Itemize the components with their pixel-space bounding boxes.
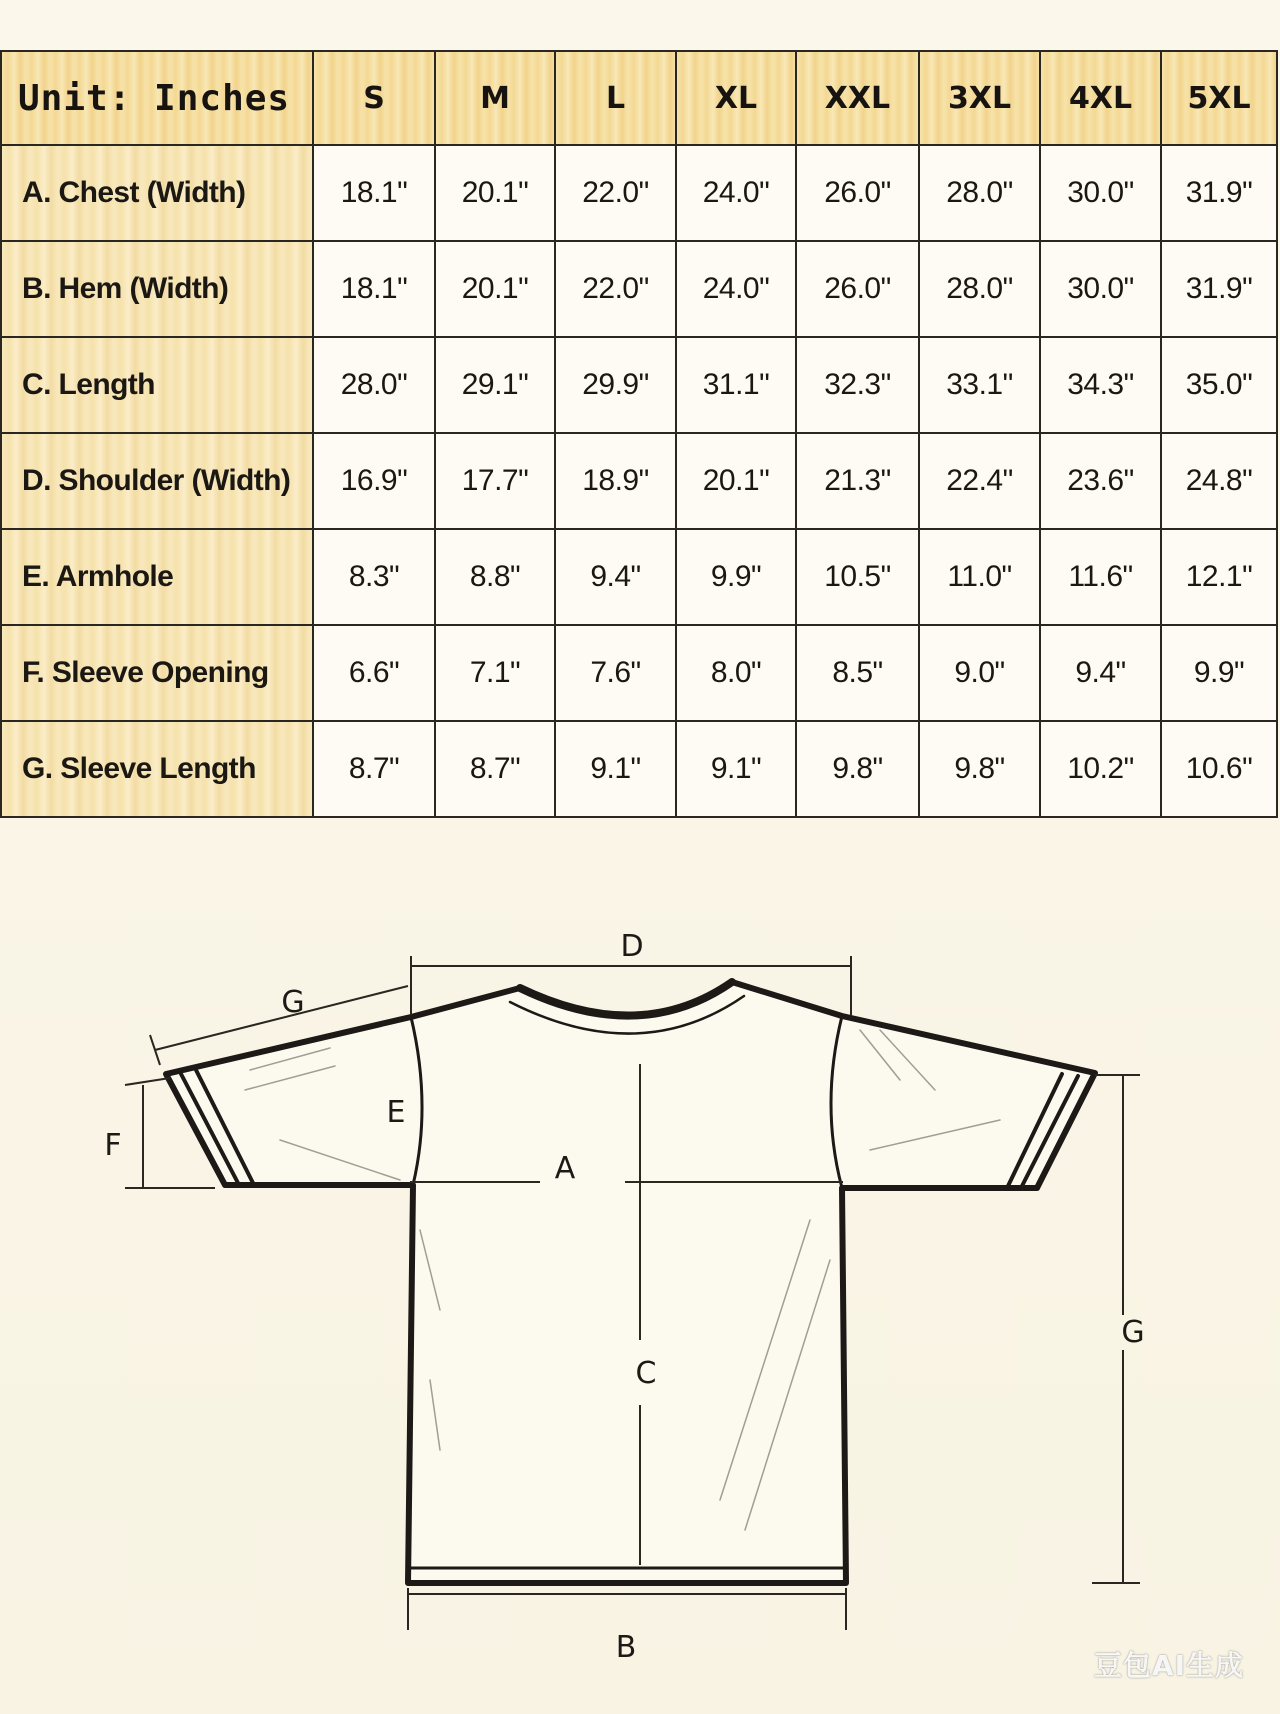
table-cell: 9.1" xyxy=(555,721,676,817)
table-row xyxy=(1,433,1277,529)
table-cell: 22.4" xyxy=(919,433,1040,529)
table-cell: 8.0" xyxy=(676,625,796,721)
table-cell: 28.0" xyxy=(313,337,435,433)
size-header: XL xyxy=(676,51,796,145)
table-cell: 24.0" xyxy=(676,145,796,241)
size-header: L xyxy=(555,51,676,145)
table-cell: 9.4" xyxy=(1040,625,1161,721)
table-cell: 22.0" xyxy=(555,241,676,337)
table-cell: 23.6" xyxy=(1040,433,1161,529)
table-cell: 6.6" xyxy=(313,625,435,721)
table-cell: 18.1" xyxy=(313,241,435,337)
table-cell: 9.8" xyxy=(919,721,1040,817)
table-cell: 20.1" xyxy=(435,241,555,337)
unit-label: Unit: Inches xyxy=(1,51,313,145)
table-cell: 8.5" xyxy=(796,625,919,721)
table-cell: 8.8" xyxy=(435,529,555,625)
tshirt-outline xyxy=(166,982,1095,1583)
row-label: D. Shoulder (Width) xyxy=(1,433,313,529)
table-row xyxy=(1,241,1277,337)
table-cell: 24.0" xyxy=(676,241,796,337)
row-label: E. Armhole xyxy=(1,529,313,625)
table-cell: 18.1" xyxy=(313,145,435,241)
table-cell: 28.0" xyxy=(919,145,1040,241)
table-cell: 16.9" xyxy=(313,433,435,529)
table-cell: 9.0" xyxy=(919,625,1040,721)
table-cell: 7.1" xyxy=(435,625,555,721)
table-cell: 22.0" xyxy=(555,145,676,241)
table-cell: 32.3" xyxy=(796,337,919,433)
row-label: G. Sleeve Length xyxy=(1,721,313,817)
diagram-label-d: D xyxy=(620,929,644,964)
table-cell: 17.7" xyxy=(435,433,555,529)
table-cell: 18.9" xyxy=(555,433,676,529)
diagram-label-e: E xyxy=(386,1095,406,1130)
size-header: XXL xyxy=(796,51,919,145)
watermark: 豆包AI生成 xyxy=(1093,1649,1244,1682)
table-cell: 10.2" xyxy=(1040,721,1161,817)
size-header: 4XL xyxy=(1040,51,1161,145)
header-row xyxy=(1,51,1277,145)
table-cell: 12.1" xyxy=(1161,529,1277,625)
table-cell: 31.1" xyxy=(676,337,796,433)
size-table xyxy=(0,50,1278,818)
table-cell: 9.8" xyxy=(796,721,919,817)
table-row xyxy=(1,529,1277,625)
table-cell: 20.1" xyxy=(676,433,796,529)
diagram-label-g-sleeve: G xyxy=(281,985,305,1020)
row-label: B. Hem (Width) xyxy=(1,241,313,337)
tshirt-measurement-diagram xyxy=(0,860,1280,1714)
table-row xyxy=(1,721,1277,817)
table-row xyxy=(1,337,1277,433)
table-row xyxy=(1,145,1277,241)
table-cell: 35.0" xyxy=(1161,337,1277,433)
table-cell: 26.0" xyxy=(796,241,919,337)
size-header: S xyxy=(313,51,435,145)
row-label: A. Chest (Width) xyxy=(1,145,313,241)
table-cell: 10.6" xyxy=(1161,721,1277,817)
diagram-label-f: F xyxy=(104,1128,122,1163)
size-header: 5XL xyxy=(1161,51,1277,145)
diagram-label-c: C xyxy=(635,1356,657,1391)
size-header: 3XL xyxy=(919,51,1040,145)
table-cell: 31.9" xyxy=(1161,145,1277,241)
b-hem-line xyxy=(408,1588,846,1630)
table-cell: 20.1" xyxy=(435,145,555,241)
diagram-label-b: B xyxy=(615,1630,637,1665)
table-cell: 9.1" xyxy=(676,721,796,817)
table-cell: 29.9" xyxy=(555,337,676,433)
row-label: C. Length xyxy=(1,337,313,433)
table-row xyxy=(1,625,1277,721)
table-cell: 11.0" xyxy=(919,529,1040,625)
table-cell: 8.3" xyxy=(313,529,435,625)
table-cell: 10.5" xyxy=(796,529,919,625)
table-cell: 31.9" xyxy=(1161,241,1277,337)
table-cell: 34.3" xyxy=(1040,337,1161,433)
size-header: M xyxy=(435,51,555,145)
table-cell: 7.6" xyxy=(555,625,676,721)
table-cell: 9.4" xyxy=(555,529,676,625)
table-cell: 28.0" xyxy=(919,241,1040,337)
row-label: F. Sleeve Opening xyxy=(1,625,313,721)
table-cell: 8.7" xyxy=(313,721,435,817)
table-cell: 30.0" xyxy=(1040,241,1161,337)
table-cell: 8.7" xyxy=(435,721,555,817)
table-cell: 11.6" xyxy=(1040,529,1161,625)
diagram-label-g-side: G xyxy=(1121,1315,1145,1350)
tshirt-drawing xyxy=(166,982,1095,1583)
table-cell: 21.3" xyxy=(796,433,919,529)
table-cell: 30.0" xyxy=(1040,145,1161,241)
diagram-label-a: A xyxy=(554,1151,576,1186)
table-cell: 9.9" xyxy=(1161,625,1277,721)
table-cell: 26.0" xyxy=(796,145,919,241)
table-cell: 33.1" xyxy=(919,337,1040,433)
table-cell: 9.9" xyxy=(676,529,796,625)
table-cell: 29.1" xyxy=(435,337,555,433)
table-cell: 24.8" xyxy=(1161,433,1277,529)
